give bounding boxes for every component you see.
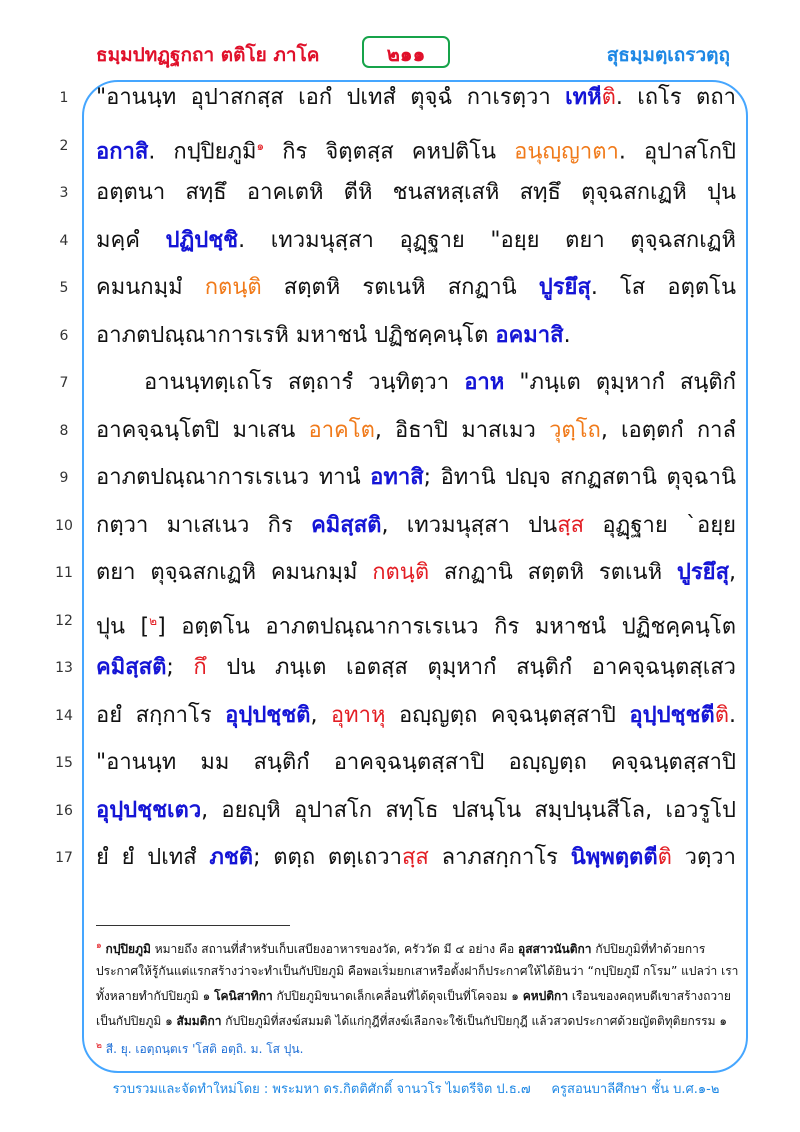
footnote-1-line-3: ทั้งหลายทำกัปปิยภูมิ ๑ โคนิสาทิกา กัปปิยภูมิขนาดเล็กเคลื่อนที่ได้ดุจเป็นที่โคจอม ๑ คหปติกา เรือนของคฤหบดีเขาสร้างถวาย <box>96 989 731 1003</box>
text-segment: วตฺวา <box>671 845 736 870</box>
text-segment: ปูรยึสุ <box>676 560 729 585</box>
text-segment: . เทวมนุสฺสา อุฏฺฐาย "อยฺย ตยา ตุจฺฉสกเฏหิ <box>238 227 736 253</box>
text-segment: , อยญฺหิ อุปาสโก สทฺโธ ปสนฺโน สมฺปนฺนสีโล, เอวรูโป <box>201 797 736 823</box>
text-segment: อาห <box>464 370 505 395</box>
line-text <box>96 694 736 738</box>
line-text <box>96 219 736 263</box>
line-text <box>96 551 736 595</box>
line-number: 2 <box>59 137 69 154</box>
book-title: ธมฺมปทฏฺฐกถา ตติโย ภาโค <box>96 44 320 66</box>
text-line <box>0 266 800 310</box>
text-segment: คมนกมฺมํ <box>96 275 205 300</box>
text-segment: ติ <box>714 702 729 728</box>
text-segment: "อานนฺท อุปาสกสฺส เอกํ ปเทสํ ตุจฺฉํ กาเรตฺวา <box>96 85 566 110</box>
text-segment: อุฏฺฐาย `อยฺย <box>584 512 736 538</box>
line-text <box>96 409 736 453</box>
story-title: สุธมฺมตฺเถรวตฺถุ <box>606 44 730 66</box>
text-line <box>0 124 800 168</box>
line-text <box>96 314 736 358</box>
text-segment: ปุน [ <box>96 613 150 639</box>
footnote-marker: ๑ <box>256 138 265 153</box>
text-segment: ; ตตฺถ ตตฺเถวา <box>253 845 402 870</box>
text-line <box>0 361 800 405</box>
text-segment: ติ <box>657 845 672 870</box>
text-segment: กึ <box>193 655 207 680</box>
text-segment: . เถโร ตถา <box>615 85 736 110</box>
text-segment: . อุปาสโกปิ <box>618 138 736 164</box>
text-segment: วุตฺโถ <box>549 417 601 443</box>
footnote-1-line-1: $^๑$ กปฺปิยภูมิ หมายถึง สถานที่สำหรับเก็บเสบียงอาหารของวัด, ครัววัด มี ๔ อย่าง คือ อุสสาวนันติกา กัปปิยภูมิที่ทำด้วยการ <box>96 941 706 956</box>
text-line <box>0 314 800 358</box>
text-line <box>0 646 800 690</box>
line-number: 15 <box>55 755 73 771</box>
text-line <box>0 694 800 738</box>
line-text <box>96 171 736 215</box>
text-line <box>0 456 800 500</box>
line-number: 9 <box>59 470 69 486</box>
text-segment: อาคจฺฉนฺโตปิ มาเสน <box>96 417 309 443</box>
text-line <box>0 504 800 548</box>
page-number: ๒๑๑ <box>362 36 450 68</box>
text-segment: อานนฺทตฺเถโร สตฺถารํ วนฺทิตฺวา <box>144 370 465 395</box>
text-segment: ปฏิปชฺชิ <box>165 227 239 253</box>
text-segment: ตยา ตุจฺฉสกเฏหิ คมนกมฺมํ <box>96 560 373 585</box>
text-segment: สกฏานิ สตฺตหิ รตเนหิ <box>429 560 677 585</box>
line-number: 5 <box>59 280 69 296</box>
line-number: 17 <box>55 850 73 866</box>
text-segment: "ภนฺเต ตุมฺหากํ สนฺติกํ <box>504 370 736 395</box>
line-text <box>144 361 736 405</box>
text-segment: ปน ภนฺเต เอตสฺส ตุมฺหากํ สนฺติกํ อาคจฺฉนฺตสฺเสว <box>206 655 736 680</box>
text-segment: อุปฺปชฺชติ <box>225 702 311 728</box>
text-segment: อาภตปณฺณาการเรหิ มหาชนํ ปฏิชคฺคนฺโต <box>96 322 496 348</box>
text-segment: อทาสิ <box>370 465 424 490</box>
line-text <box>96 836 736 880</box>
text-segment: อุปฺปชฺชตี <box>629 702 715 728</box>
text-segment: มคฺคํ <box>96 227 166 253</box>
text-line <box>0 789 800 833</box>
line-number: 3 <box>59 185 69 201</box>
line-number: 4 <box>59 232 69 249</box>
text-line <box>0 409 800 453</box>
text-line <box>0 219 800 263</box>
line-number: 6 <box>59 327 69 344</box>
text-segment: นิพฺพตฺตตี <box>570 845 658 870</box>
line-text <box>96 599 736 649</box>
text-segment: กิร จิตฺตสฺส คหปติโน <box>264 138 515 164</box>
text-segment: คมิสฺสติ <box>311 512 382 538</box>
text-segment: , <box>729 560 736 585</box>
text-segment: อญฺญตฺถ คจฺฉนฺตสฺสาปิ <box>385 702 630 728</box>
text-segment: , เอตฺตกํ กาลํ <box>600 417 736 443</box>
text-segment: , เทวมนุสฺสา ปน <box>381 512 558 538</box>
footnote-2: $^๒$ สี. ยุ. เอตฺถนฺตเร 'โสติ อตฺถิ. ม. โส ปุน. <box>96 1041 304 1056</box>
text-segment: ปูรยึสุ <box>538 275 591 300</box>
text-segment: ติ <box>601 85 616 110</box>
text-line <box>0 171 800 215</box>
line-text <box>96 124 736 174</box>
text-segment: ; <box>166 655 194 680</box>
text-line <box>0 551 800 595</box>
line-number: 8 <box>59 422 69 439</box>
line-text <box>96 456 736 500</box>
text-segment: , อิธาปิ มาสเมว <box>374 417 550 443</box>
line-text <box>96 76 736 120</box>
text-segment: อาคโต <box>308 417 375 443</box>
text-segment: อนุญฺญาตา <box>514 138 619 164</box>
text-segment: สฺส <box>557 512 585 538</box>
line-number: 10 <box>55 517 73 534</box>
line-number: 13 <box>55 660 73 676</box>
text-line <box>0 836 800 880</box>
text-segment: , <box>310 702 331 728</box>
line-number: 1 <box>59 90 69 106</box>
text-segment: "อานนฺท มม สนฺติกํ อาคจฺฉนฺตสฺสาปิ อญฺญตฺถ คจฺฉนฺตสฺสาปิ <box>96 750 736 775</box>
text-segment: ; อิทานิ ปญฺจ สกฏสตานิ ตุจฺฉานิ <box>423 465 736 490</box>
text-line <box>0 599 800 643</box>
line-number: 12 <box>55 612 73 629</box>
line-text <box>96 266 736 310</box>
text-line <box>0 741 800 785</box>
text-segment: กตฺวา มาเสเนว กิร <box>96 512 312 538</box>
text-segment: เทหี <box>565 85 602 110</box>
footnote-marker: ๒ <box>149 613 158 628</box>
text-segment: อกาสิ <box>96 138 149 164</box>
text-segment: ยํ ยํ ปเทสํ <box>96 845 210 870</box>
line-text <box>96 504 736 548</box>
line-number: 14 <box>55 707 73 724</box>
text-segment: ลาภสกฺกาโร <box>428 845 571 870</box>
text-segment: อุทาหุ <box>330 702 386 728</box>
text-segment: . กปฺปิยภูมิ <box>148 138 257 164</box>
line-text <box>96 789 736 833</box>
text-segment: . <box>728 702 736 728</box>
text-segment: สตฺตหิ รตเนหิ สกฏานิ <box>261 275 539 300</box>
text-segment: สฺส <box>402 845 429 870</box>
footnote-1-line-2: ประกาศให้รู้กันแต่แรกสร้างว่าจะทำเป็นกัปปิยภูมิ คือพอเริ่มยกเสาหรือตั้งฝาก็ประกาศให้ได้ยินว่า “กปฺปิยภูมึ กโรม” แปลว่า เรา <box>96 964 739 978</box>
page-footer: รวบรวมและจัดทำใหม่โดย : พระมหา ดร.กิตติศักดิ์ จานวโร ไมตรีจิต ป.ธ.๗ ครูสอนบาลีศึกษา ชั้น บ.ศ.๑-๒ <box>112 1082 720 1097</box>
text-segment: คมิสฺสติ <box>96 655 167 680</box>
line-number: 11 <box>55 565 73 581</box>
text-segment: กตนฺติ <box>372 560 430 585</box>
text-segment: . <box>563 322 571 348</box>
line-number: 7 <box>59 375 69 391</box>
footnote-separator <box>96 925 290 926</box>
text-segment: กตนฺติ <box>204 275 262 300</box>
text-segment: อาภตปณฺณาการเรเนว ทานํ <box>96 465 371 490</box>
line-number: 16 <box>55 802 73 819</box>
text-segment: ภชติ <box>209 845 254 870</box>
footnote-1-line-4: เป็นกัปปิยภูมิ ๑ สัมมติกา กัปปิยภูมิที่สงฆ์สมมติ ได้แก่กุฎีที่สงฆ์เลือกจะใช้เป็นกัปปิยกุฎี แล้วสวดประกาศด้วยญัตติทุติยกรรม ๑ <box>96 1014 727 1028</box>
text-segment: อคมาสิ <box>495 322 564 348</box>
text-segment: . โส อตฺตโน <box>590 275 736 300</box>
text-segment: ] อตฺตโน อาภตปณฺณาการเรเนว กิร มหาชนํ ปฏิชคฺคนฺโต <box>157 613 736 639</box>
text-segment: อยํ สกฺกาโร <box>96 702 226 728</box>
line-text <box>96 741 736 785</box>
text-segment: อตฺตนา สทฺธึ อาคเตหิ ตีหิ ชนสหสฺเสหิ สทฺธึ ตุจฺฉสกเฏหิ ปุน <box>96 180 736 205</box>
text-line <box>0 76 800 120</box>
text-segment: อุปฺปชฺชเตว <box>96 797 202 823</box>
line-text <box>96 646 736 690</box>
